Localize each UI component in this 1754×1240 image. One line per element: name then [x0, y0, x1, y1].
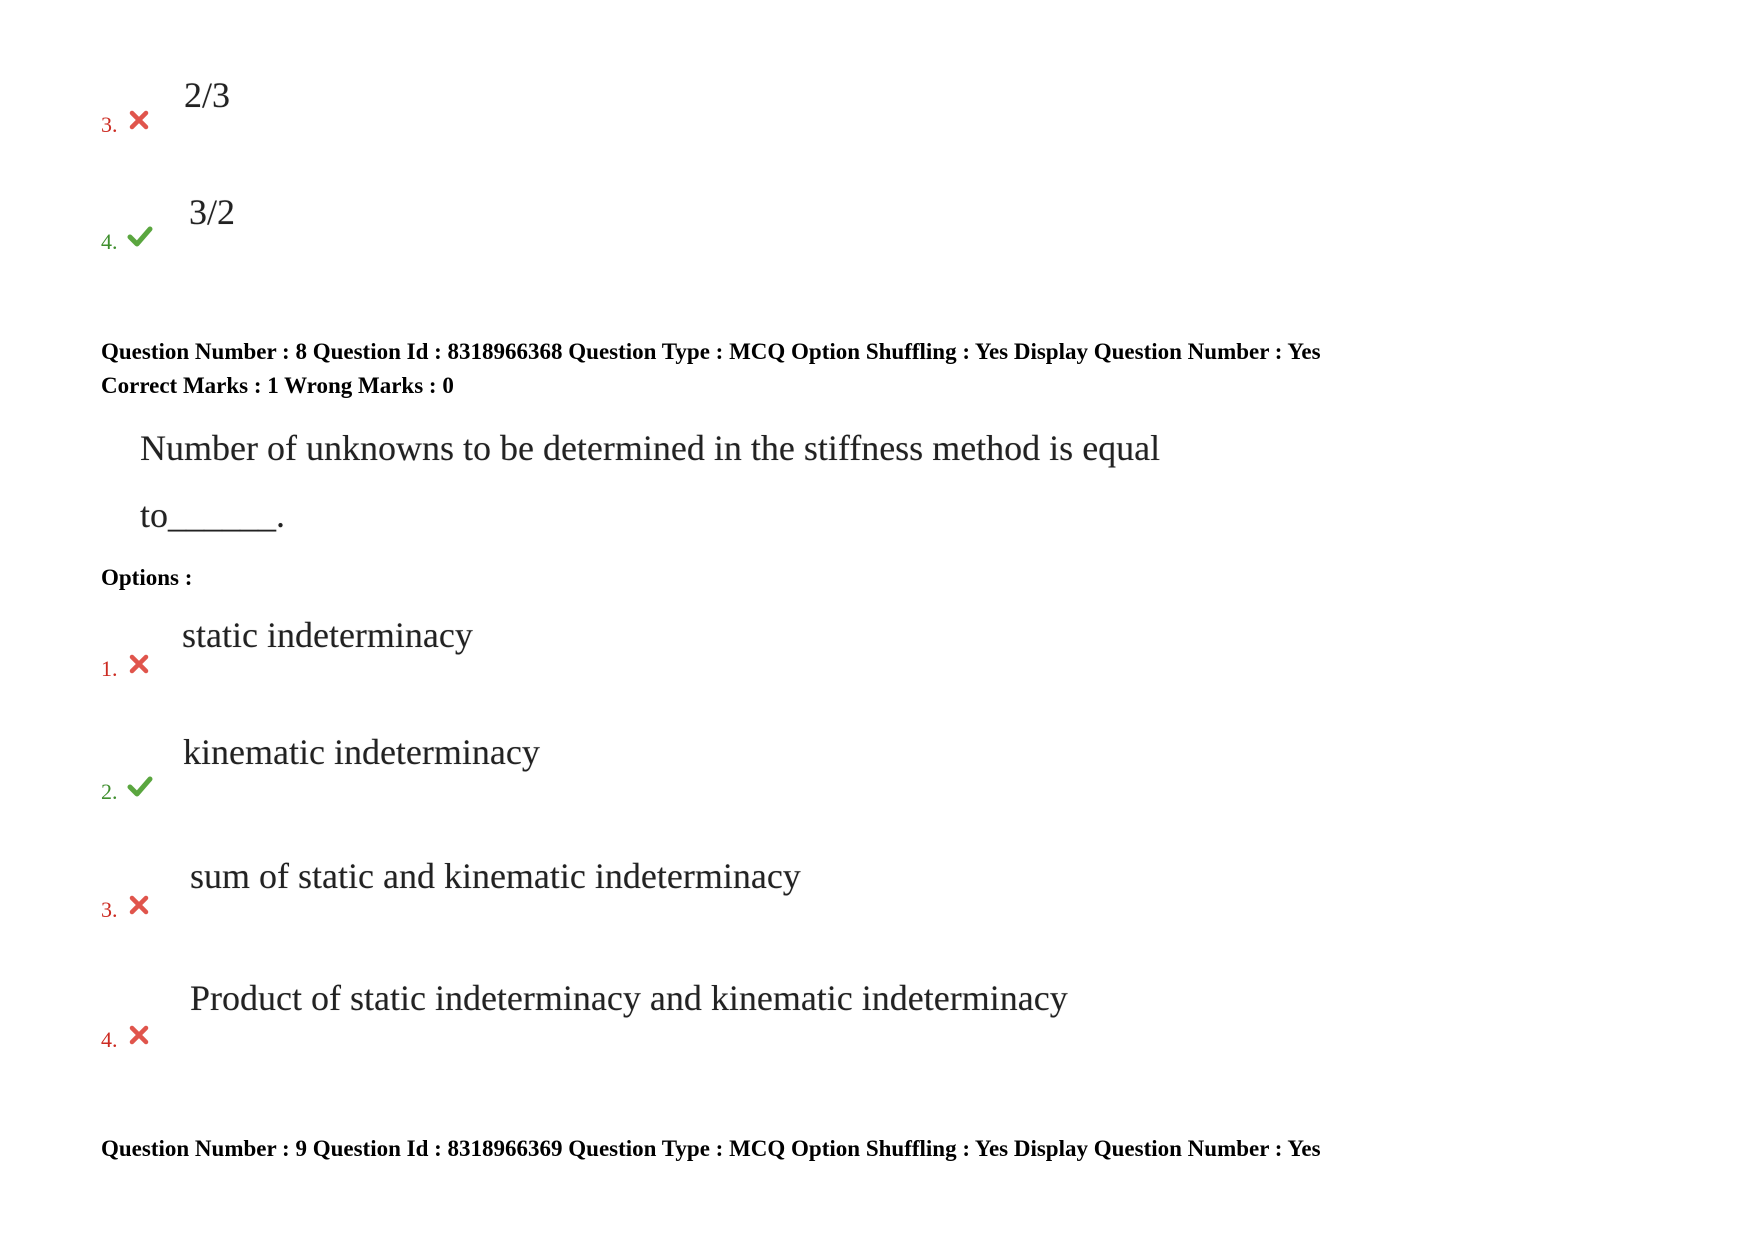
check-icon [127, 775, 153, 797]
cross-icon [128, 1025, 154, 1047]
option-number: 3. [101, 112, 118, 137]
option-number: 1. [101, 656, 118, 681]
option-text: Product of static indeterminacy and kinematic indeterminacy [190, 978, 1068, 1018]
option-text: 2/3 [184, 75, 231, 115]
option-text: 3/2 [189, 192, 236, 232]
question-meta: Question Number : 8 Question Id : 8318966368 Question Type : MCQ Option Shuffling : Yes Display Question Number : Yes [101, 339, 1321, 364]
option-number: 4. [101, 229, 118, 254]
question-text-line: to______. [140, 495, 286, 535]
options-label: Options : [101, 565, 193, 590]
option-text: kinematic indeterminacy [183, 732, 540, 772]
option-number: 4. [101, 1027, 118, 1052]
option-text: sum of static and kinematic indeterminacy [190, 856, 801, 896]
option-text: static indeterminacy [182, 615, 473, 655]
cross-icon [128, 895, 154, 917]
cross-icon [128, 654, 154, 676]
question-meta: Question Number : 9 Question Id : 8318966369 Question Type : MCQ Option Shuffling : Yes Display Question Number : Yes [101, 1136, 1321, 1161]
question-text-line: Number of unknowns to be determined in the stiffness method is equal [140, 428, 1161, 468]
cross-icon [128, 110, 154, 132]
option-number: 2. [101, 779, 118, 804]
option-number: 3. [101, 897, 118, 922]
question-marks: Correct Marks : 1 Wrong Marks : 0 [101, 373, 454, 398]
check-icon [127, 225, 153, 247]
